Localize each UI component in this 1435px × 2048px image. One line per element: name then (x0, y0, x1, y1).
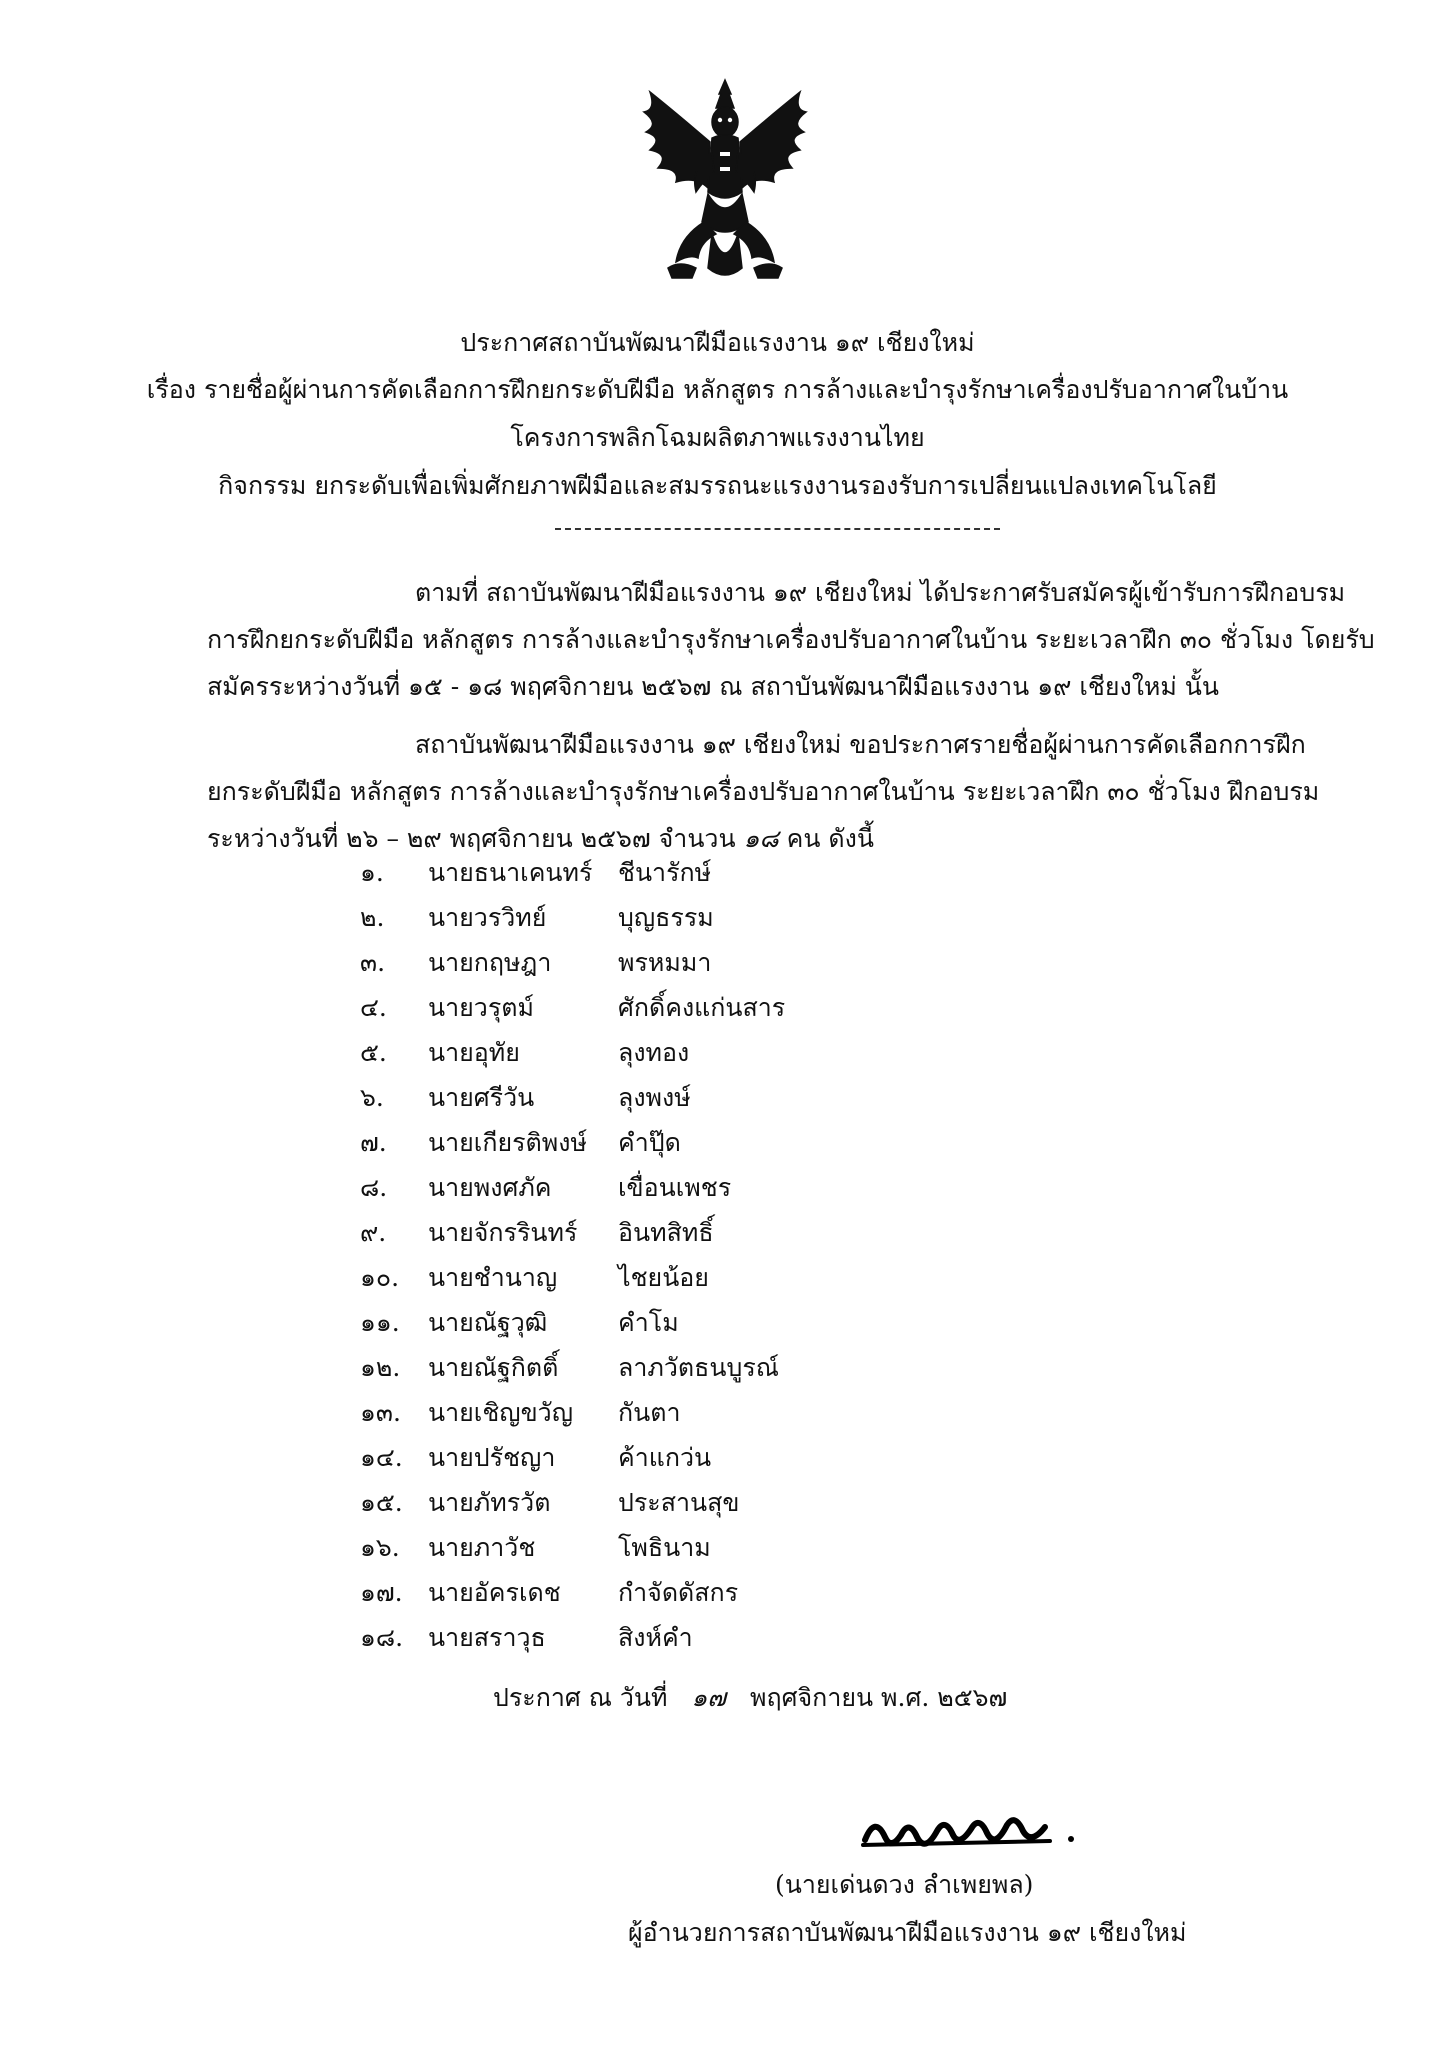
divider-rule (555, 528, 1000, 530)
item-number: ๑๔. (360, 1443, 403, 1472)
last-name: ลาภวัตธนบูรณ์ (618, 1353, 779, 1382)
last-name: บุญธรรม (618, 903, 714, 932)
date-prefix: ประกาศ ณ วันที่ (493, 1683, 668, 1712)
signatory-title: ผู้อำนวยการสถาบันพัฒนาฝีมือแรงงาน ๑๙ เชียงใหม่ (628, 1918, 1187, 1947)
garuda-emblem (620, 72, 830, 302)
item-number: ๖. (360, 1083, 384, 1112)
last-name: ชีนารักษ์ (618, 858, 712, 887)
last-name: พรหมมา (618, 948, 712, 977)
signatory-name: (นายเด่นดวง ลำเพยพล) (775, 1870, 1034, 1899)
project-name: โครงการพลิกโฉมผลิตภาพแรงงานไทย (510, 423, 925, 452)
first-name: นายวรวิทย์ (428, 903, 547, 932)
item-number: ๔. (360, 993, 387, 1022)
item-number: ๑๕. (360, 1488, 403, 1517)
item-number: ๑. (360, 858, 384, 887)
announcement-subject: เรื่อง รายชื่อผู้ผ่านการคัดเลือกการฝึกยกระดับฝีมือ หลักสูตร การล้างและบำรุงรักษาเครื่องปรับอากาศในบ้าน (146, 375, 1289, 404)
paragraph1-line2: การฝึกยกระดับฝีมือ หลักสูตร การล้างและบำรุงรักษาเครื่องปรับอากาศในบ้าน ระยะเวลาฝึก ๓๐ ชั่วโมง โดยรับ (207, 625, 1375, 654)
last-name: ไชยน้อย (618, 1263, 709, 1292)
announcement-date (493, 1683, 1007, 1713)
item-number: ๑๐. (360, 1263, 400, 1292)
activity-name: กิจกรรม ยกระดับเพื่อเพิ่มศักยภาพฝีมือและสมรรถนะแรงงานรองรับการเปลี่ยนแปลงเทคโนโลยี (218, 471, 1217, 500)
last-name: ลุงทอง (618, 1038, 690, 1067)
paragraph1-line1: ตามที่ สถาบันพัฒนาฝีมือแรงงาน ๑๙ เชียงใหม่ ได้ประกาศรับสมัครผู้เข้ารับการฝึกอบรม (415, 578, 1346, 607)
last-name: ลุงพงษ์ (618, 1083, 691, 1112)
first-name: นายเกียรติพงษ์ (428, 1128, 587, 1157)
last-name: อินทสิทธิ์ (618, 1218, 714, 1247)
first-name: นายกฤษฎา (428, 948, 552, 977)
last-name: เขื่อนเพชร (618, 1173, 732, 1202)
item-number: ๗. (360, 1128, 387, 1157)
first-name: นายศรีวัน (428, 1083, 535, 1112)
paragraph2-line2: ยกระดับฝีมือ หลักสูตร การล้างและบำรุงรักษาเครื่องปรับอากาศในบ้าน ระยะเวลาฝึก ๓๐ ชั่วโมง ฝึกอบรม (207, 777, 1320, 806)
first-name: นายภาวัช (428, 1533, 536, 1562)
first-name: นายชำนาญ (428, 1263, 558, 1292)
last-name: ค้าแกว่น (618, 1443, 712, 1472)
last-name: กำจัดดัสกร (618, 1578, 739, 1607)
last-name: กันตา (618, 1398, 681, 1427)
item-number: ๙. (360, 1218, 387, 1247)
item-number: ๕. (360, 1038, 387, 1067)
item-number: ๑๘. (360, 1623, 404, 1652)
item-number: ๑๒. (360, 1353, 401, 1382)
first-name: นายณัฐกิตติ์ (428, 1353, 559, 1382)
item-number: ๒. (360, 903, 385, 932)
handwritten-count: ๑๘ (743, 824, 779, 853)
last-name: สิงห์คำ (618, 1623, 693, 1652)
last-name: คำโม (618, 1308, 679, 1337)
first-name: นายภัทรวัต (428, 1488, 551, 1517)
announcement-title: ประกาศสถาบันพัฒนาฝีมือแรงงาน ๑๙ เชียงใหม่ (460, 328, 975, 357)
date-suffix: พฤศจิกายน พ.ศ. ๒๕๖๗ (750, 1683, 1008, 1712)
first-name: นายสราวุธ (428, 1623, 546, 1652)
first-name: นายณัฐวุฒิ (428, 1308, 548, 1337)
last-name: โพธินาม (618, 1533, 711, 1562)
first-name: นายจักรรินทร์ (428, 1218, 578, 1247)
item-number: ๓. (360, 948, 386, 977)
last-name: ประสานสุข (618, 1488, 740, 1517)
item-number: ๑๗. (360, 1578, 403, 1607)
first-name: นายอัครเดช (428, 1578, 561, 1607)
item-number: ๘. (360, 1173, 388, 1202)
first-name: นายปรัชญา (428, 1443, 556, 1472)
paragraph2-line3-end: คน ดังนี้ (786, 824, 874, 853)
first-name: นายอุทัย (428, 1038, 520, 1067)
handwritten-day: ๑๗ (691, 1683, 727, 1712)
paragraph2-line3-text: ระหว่างวันที่ ๒๖ – ๒๙ พฤศจิกายน ๒๕๖๗ จำนวน (207, 824, 736, 853)
item-number: ๑๖. (360, 1533, 400, 1562)
first-name: นายพงศภัค (428, 1173, 552, 1202)
first-name: นายวรุตม์ (428, 993, 534, 1022)
first-name: นายธนาเคนทร์ (428, 858, 593, 887)
item-number: ๑๑. (360, 1308, 400, 1337)
first-name: นายเชิญขวัญ (428, 1398, 574, 1427)
paragraph2-line1: สถาบันพัฒนาฝีมือแรงงาน ๑๙ เชียงใหม่ ขอประกาศรายชื่อผู้ผ่านการคัดเลือกการฝึก (415, 730, 1306, 759)
last-name: ศักดิ์คงแก่นสาร (618, 993, 786, 1022)
last-name: คำปุ๊ด (618, 1128, 681, 1157)
paragraph1-line3: สมัครระหว่างวันที่ ๑๕ - ๑๘ พฤศจิกายน ๒๕๖๗ ณ สถาบันพัฒนาฝีมือแรงงาน ๑๙ เชียงใหม่ นั้น (207, 672, 1219, 701)
paragraph2-line3 (207, 824, 874, 854)
handwritten-signature (845, 1795, 1085, 1865)
item-number: ๑๓. (360, 1398, 401, 1427)
